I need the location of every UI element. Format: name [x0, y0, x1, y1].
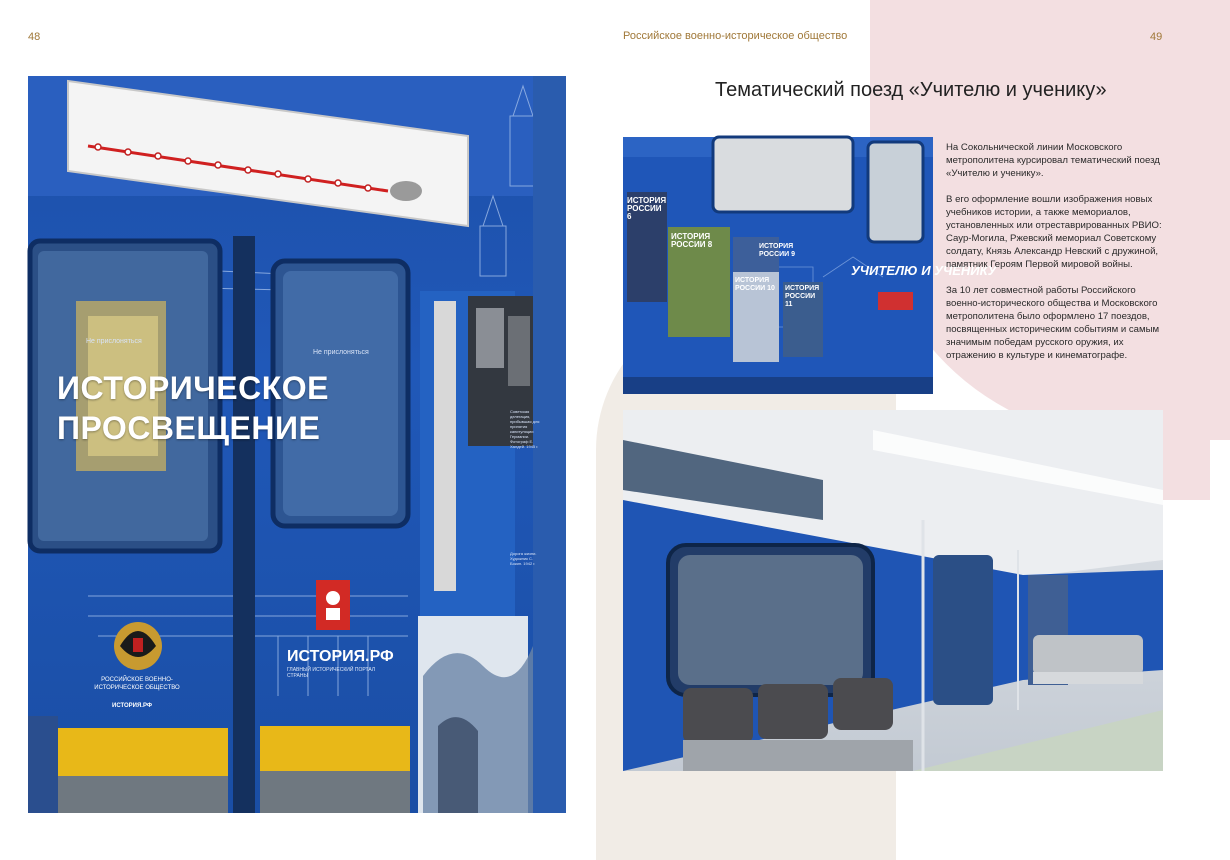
paragraph-2: В его оформление вошли изображения новых учебников истории, а также мемориалов, установленных или отреставрированных РВИО: Саур-Могила, Ржевский мемориал Советскому солдату, Князь Александр Невский с дружиной, памятник Героям Первой мировой войны. — [946, 194, 1162, 270]
bottom-caption: Дорога жизни. Художник С. Бокин. 1942 г. — [510, 551, 537, 566]
running-head: Российское военно-историческое общество — [623, 30, 848, 42]
poster-caption: Советская делегация, прибывшая для принятия капитуляции Германии. Фотограф Е. Халдей. 1945 г. — [510, 409, 540, 449]
article-title: Тематический поезд «Учителю и ученику» — [715, 79, 1107, 101]
paragraph-1: На Сокольнической линии Московского метрополитена курсировал тематический поезд «Учителю и ученику». — [946, 142, 1160, 179]
door-sign-left: Не прислоняться — [86, 338, 142, 345]
section-title — [57, 368, 357, 448]
book-label-6: ИСТОРИЯ РОССИИ 6 — [627, 196, 667, 221]
train-interior-photo — [623, 410, 1163, 771]
double-headed-eagle-icon — [114, 622, 162, 670]
book-label-9: ИСТОРИЯ РОССИИ 9 — [759, 243, 796, 258]
train-exterior-photo — [623, 137, 997, 394]
page-number-right: 49 — [1150, 31, 1163, 43]
page-number-left: 48 — [28, 31, 41, 43]
book-label-11: ИСТОРИЯ РОССИИ 11 — [785, 285, 820, 308]
istoriya-logo: ИСТОРИЯ.РФ — [287, 648, 394, 665]
rvio-logo-text: РОССИЙСКОЕ ВОЕННО-ИСТОРИЧЕСКОЕ ОБЩЕСТВО — [94, 677, 180, 691]
article-body — [946, 141, 1166, 375]
rvio-logo-url: ИСТОРИЯ.РФ — [112, 703, 153, 709]
train-interior-illustration — [623, 410, 1163, 771]
train-exterior-illustration — [623, 137, 997, 394]
section-title-line-1: ИСТОРИЧЕСКОЕ — [57, 370, 329, 406]
door-sign-right: Не прислоняться — [313, 349, 369, 356]
train-lettering: УЧИТЕЛЮ И УЧЕНИКУ — [851, 263, 997, 278]
section-title-line-2: ПРОСВЕЩЕНИЕ — [57, 410, 321, 446]
book-label-10: ИСТОРИЯ РОССИИ 10 — [735, 277, 775, 292]
istoriya-logo-subtitle: ГЛАВНЫЙ ИСТОРИЧЕСКИЙ ПОРТАЛ СТРАНЫ — [287, 667, 376, 679]
book-label-8: ИСТОРИЯ РОССИИ 8 — [671, 232, 713, 249]
paragraph-3: За 10 лет совместной работы Российского военно-исторического общества и Московского метрополитена было оформлено 17 поездов, посвященных историческим событиям и самым значимым победам русского оружия, их отражению в культуре и кинематографе. — [946, 285, 1160, 361]
